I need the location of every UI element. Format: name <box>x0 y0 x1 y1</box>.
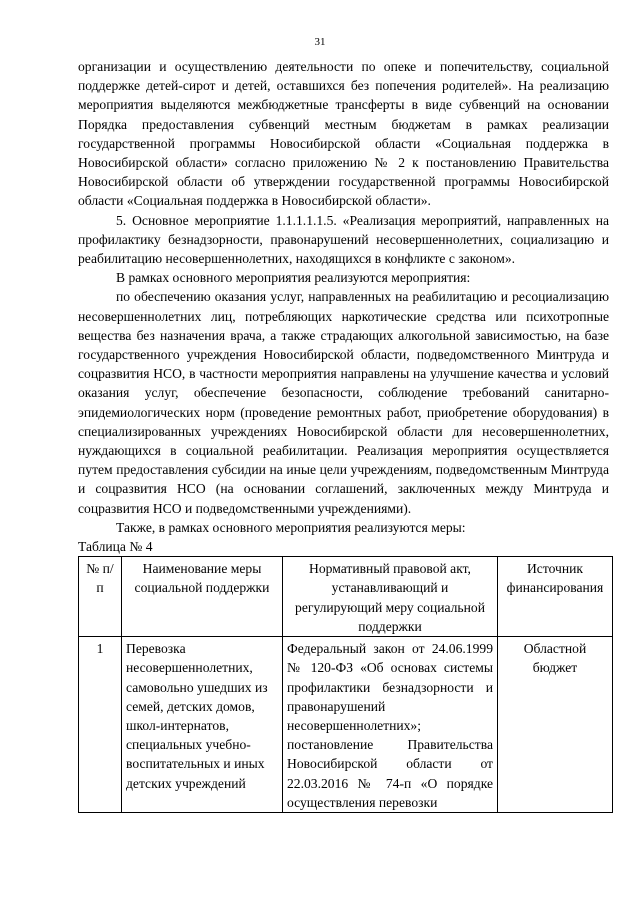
page-number: 31 <box>314 36 326 48</box>
table-caption: Таблица № 4 <box>78 539 153 555</box>
cell-funding-source: Областной бюджет <box>498 637 613 813</box>
measures-table <box>78 556 613 813</box>
header-number: № п/п <box>79 557 122 637</box>
paragraph-2: 5. Основное мероприятие 1.1.1.1.1.5. «Реализация мероприятий, направленных на профилактику безнадзорности, правонарушений несовершеннолетних, социализацию и реабилитацию несовершеннолетних, находящихся в конфликте с законом». <box>78 212 609 267</box>
paragraph-3: В рамках основного мероприятия реализуются мероприятия: <box>116 270 471 286</box>
cell-measure-name: Перевозка несовершеннолетних, самовольно ушедших из семей, детских домов, школ-интернатов, специальных учебно-воспитательных и иных детских учреждений <box>122 637 283 813</box>
cell-number: 1 <box>79 637 122 813</box>
table-header-row <box>79 557 613 637</box>
cell-legal-act: Федеральный закон от 24.06.1999 № 120-ФЗ «Об основах системы профилактики безнадзорности и правонарушений несовершеннолетних»; постановление Правительства Новосибирской области от 22.03.2016 № 74-п «О порядке осуществления перевозки <box>283 637 498 813</box>
document-body <box>78 57 609 813</box>
paragraph-1: организации и осуществлению деятельности по опеке и попечительству, социальной поддержке детей-сирот и детей, оставшихся без попечения родителей». На реализацию мероприятия выделяются межбюджетные трансферты в виде субвенций на основании Порядка предоставления субвенций местным бюджетам в рамках реализации государственной программы Новосибирской области «Социальная поддержка в Новосибирской области» согласно приложению № 2 к постановлению Правительства Новосибирской области об утверждении государственной программы Новосибирской области «Социальная поддержка в Новосибирской области». <box>78 59 609 209</box>
paragraph-4: по обеспечению оказания услуг, направленных на реабилитацию и ресоциализацию несовершеннолетних лиц, потребляющих наркотические средства или психотропные вещества без назначения врача, а также страдающих алкогольной зависимостью, на базе государственного учреждения Новосибирской области, подведомственного Минтруда и соцразвития НСО, в частности мероприятия направлены на улучшение качества и условий оказания услуг, обеспечение безопасности, соблюдение требований санитарно-эпидемиологических норм (проведение ремонтных работ, приобретение оборудования) в специализированных учреждениях Новосибирской области для несовершеннолетних, нуждающихся в социальной реабилитации. Реализация мероприятия осуществляется путем предоставления субсидии на иные цели учреждениям, подведомственным Минтруда и соцразвития НСО (на основании соглашений, заключенных между Минтруда и соцразвития НСО и подведомственными учреждениями). <box>78 289 609 516</box>
header-funding-source: Источник финансирования <box>498 557 613 637</box>
table-row <box>79 637 613 813</box>
paragraph-5: Также, в рамках основного мероприятия реализуются меры: <box>116 519 466 535</box>
header-legal-act: Нормативный правовой акт, устанавливающий и регулирующий меру социальной поддержки <box>283 557 498 637</box>
header-measure-name: Наименование меры социальной поддержки <box>122 557 283 637</box>
